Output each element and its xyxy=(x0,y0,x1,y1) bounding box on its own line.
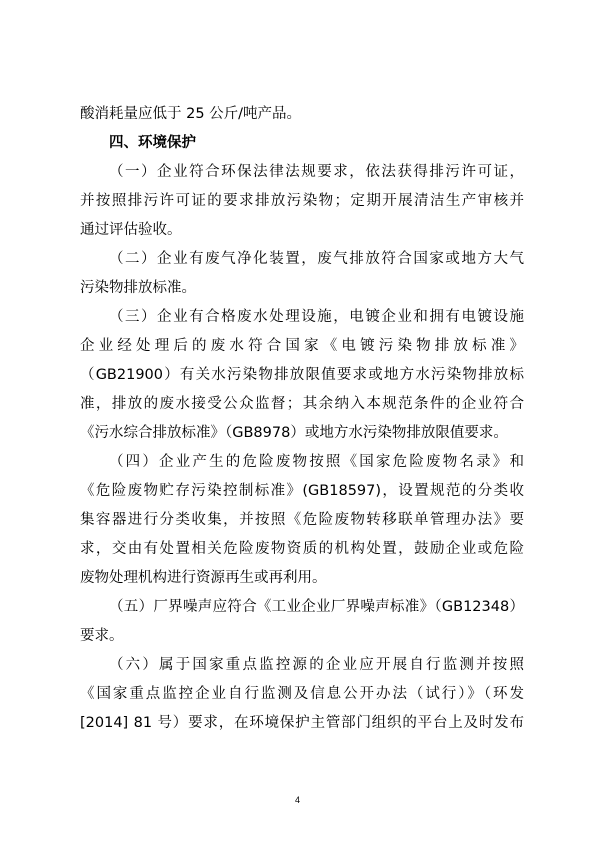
paragraph-line: （四）企业产生的危险废物按照《国家危险废物名录》和 xyxy=(109,454,524,470)
paragraph-line: 污染物排放标准。 xyxy=(80,280,196,296)
paragraph-line: 《污水综合排放标准》（GB8978）或地方水污染物排放限值要求。 xyxy=(80,425,508,441)
paragraph-line: 《国家重点监控企业自行监测及信息公开办法（试行）》（环发 xyxy=(80,686,524,702)
paragraph-line: 集容器进行分类收集，并按照《危险废物转移联单管理办法》要 xyxy=(80,512,524,528)
paragraph-line: （五）厂界噪声应符合《工业企业厂界噪声标准》（GB12348） xyxy=(109,599,524,615)
section-heading: 四、环境保护 xyxy=(109,135,196,151)
paragraph-line: （六）属于国家重点监控源的企业应开展自行监测并按照 xyxy=(109,657,524,673)
paragraph-line: 并按照排污许可证的要求排放污染物；定期开展清洁生产审核并 xyxy=(80,193,524,209)
paragraph-line: 酸消耗量应低于 25 公斤/吨产品。 xyxy=(80,106,302,122)
paragraph-line: （三）企业有合格废水处理设施，电镀企业和拥有电镀设施 xyxy=(109,309,524,325)
paragraph-line: 企业经处理后的废水符合国家《电镀污染物排放标准》 xyxy=(80,338,524,354)
paragraph-line: [2014] 81 号）要求，在环境保护主管部门组织的平台上及时发布 xyxy=(80,715,524,731)
paragraph-line: （一）企业符合环保法律法规要求，依法获得排污许可证， xyxy=(109,164,524,180)
paragraph-line: （二）企业有废气净化装置，废气排放符合国家或地方大气 xyxy=(109,251,524,267)
paragraph-line: （GB21900）有关水污染物排放限值要求或地方水污染物排放标 xyxy=(80,367,524,383)
paragraph-line: 废物处理机构进行资源再生或再利用。 xyxy=(80,570,327,586)
paragraph-line: 通过评估验收。 xyxy=(80,222,182,238)
paragraph-line: 求，交由有处置相关危险废物资质的机构处置，鼓励企业或危险 xyxy=(80,541,524,557)
paragraph-line: 《危险废物贮存污染控制标准》(GB18597)，设置规范的分类收 xyxy=(80,483,524,499)
page-number: 4 xyxy=(294,795,300,805)
document-body xyxy=(80,100,524,738)
paragraph-line: 准，排放的废水接受公众监督；其余纳入本规范条件的企业符合 xyxy=(80,396,524,412)
paragraph-line: 要求。 xyxy=(80,628,124,644)
